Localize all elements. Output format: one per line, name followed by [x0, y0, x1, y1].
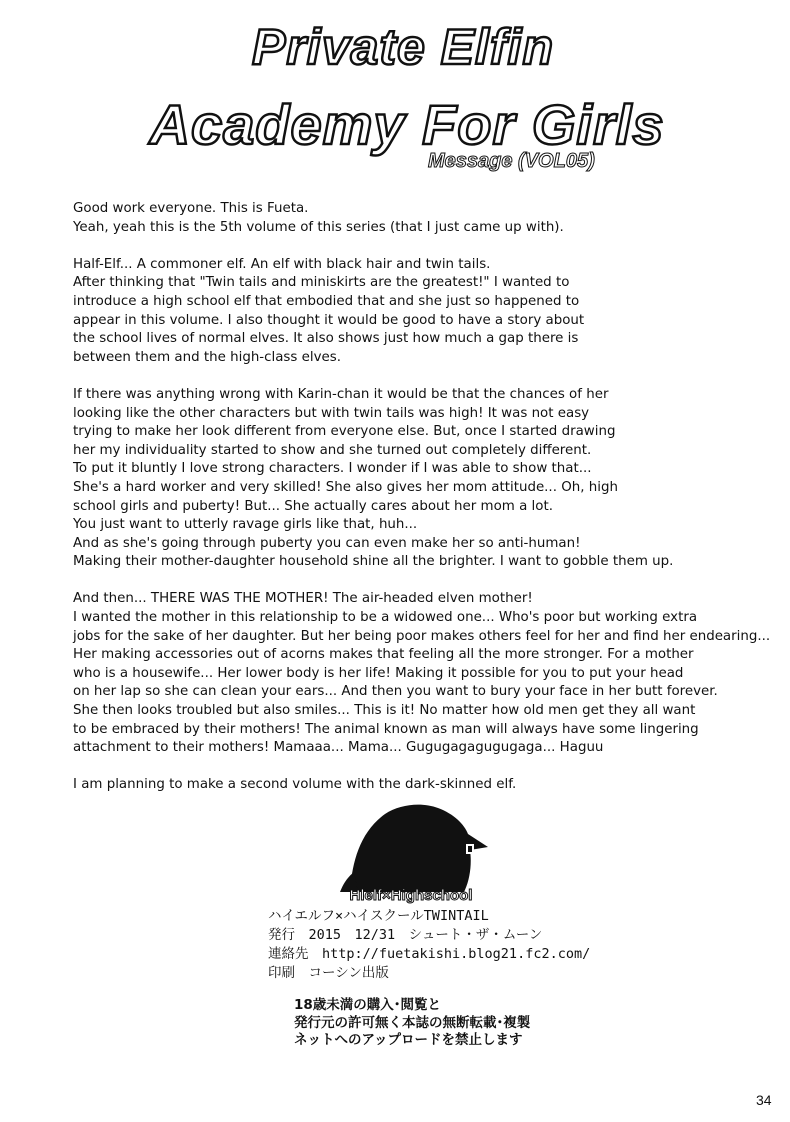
paragraph-3	[73, 386, 788, 572]
text-line: Making their mother-daughter household shine all the brighter. I want to gobble them up.	[73, 554, 674, 570]
text-line: her my individuality started to show and she turned out completely different.	[73, 442, 592, 458]
text-line: Her making accessories out of acorns makes that feeling all the more stronger. For a mother	[73, 647, 694, 663]
text-line: school girls and puberty! But... She actually cares about her mom a lot.	[73, 498, 553, 514]
paragraph-2	[73, 256, 788, 368]
title-line-2: Academy For Girls	[149, 93, 665, 156]
text-line: You just want to utterly ravage girls like that, huh...	[73, 517, 418, 533]
text-line: on her lap so she can clean your ears... And then you want to bury your face in her butt forever.	[73, 684, 718, 700]
text-line: And then... THERE WAS THE MOTHER! The air-headed elven mother!	[73, 591, 533, 607]
text-line: She's a hard worker and very skilled! She also gives her mom attitude... Oh, high	[73, 479, 618, 495]
colophon-line: 印刷 コーシン出版	[268, 965, 389, 981]
text-line: She then looks troubled but also smiles... This is it! No matter how old men get they all want	[73, 703, 696, 719]
notice-line: 発行元の許可無く本誌の無断転載･複製	[294, 1014, 531, 1031]
text-line: attachment to their mothers! Mamaaa... Mama... Gugugagagugugaga... Haguu	[73, 740, 604, 756]
colophon-line: 発行 2015 12/31 シュート・ザ・ムーン	[268, 927, 543, 943]
text-line: who is a housewife... Her lower body is her life! Making it possible for you to put your head	[73, 665, 684, 681]
paragraph-1	[73, 200, 788, 237]
text-line: And as she's going through puberty you can even make her so anti-human!	[73, 535, 581, 551]
colophon	[268, 907, 590, 983]
logo-wordmark: Hlelf×Highschool	[349, 887, 473, 904]
page-number: 34	[756, 1092, 772, 1108]
colophon-line: 連絡先 http://fuetakishi.blog21.fc2.com/	[268, 946, 591, 962]
afterword-body	[73, 200, 788, 814]
paragraph-4	[73, 590, 788, 757]
text-line: I wanted the mother in this relationship to be a widowed one... Who's poor but working extra	[73, 610, 698, 626]
text-line: between them and the high-class elves.	[73, 349, 341, 365]
text-line: Half-Elf... A commoner elf. An elf with black hair and twin tails.	[73, 256, 491, 272]
text-line: looking like the other characters but with twin tails was high! It was not easy	[73, 405, 590, 421]
text-line: After thinking that "Twin tails and miniskirts are the greatest!" I wanted to	[73, 275, 570, 291]
colophon-line: ハイエルフ×ハイスクールTWINTAIL	[268, 908, 489, 924]
text-line: trying to make her look different from everyone else. But, once I started drawing	[73, 424, 616, 440]
text-line: Yeah, yeah this is the 5th volume of this series (that I just came up with).	[73, 219, 564, 235]
text-line: If there was anything wrong with Karin-chan it would be that the chances of her	[73, 386, 609, 402]
character-silhouette-logo	[330, 792, 490, 902]
message-subtitle: Message (VOL05)	[428, 150, 595, 172]
text-line: To put it bluntly I love strong characters. I wonder if I was able to show that...	[73, 461, 592, 477]
notice-line: ネットへのアップロードを禁止します	[294, 1032, 523, 1048]
notice-line: 18歳未満の購入･閲覧と	[294, 997, 442, 1013]
text-line: jobs for the sake of her daughter. But her being poor makes others feel for her and find her endearing...	[73, 628, 771, 644]
copyright-notice	[294, 997, 530, 1050]
title-line-1: Private Elfin	[252, 19, 554, 75]
text-line: I am planning to make a second volume with the dark-skinned elf.	[73, 777, 517, 793]
text-line: the school lives of normal elves. It also shows just how much a gap there is	[73, 331, 579, 347]
text-line: introduce a high school elf that embodied that and she just so happened to	[73, 293, 580, 309]
text-line: Good work everyone. This is Fueta.	[73, 201, 309, 216]
text-line: appear in this volume. I also thought it would be good to have a story about	[73, 312, 585, 328]
text-line: to be embraced by their mothers! The animal known as man will always have some lingering	[73, 721, 699, 737]
